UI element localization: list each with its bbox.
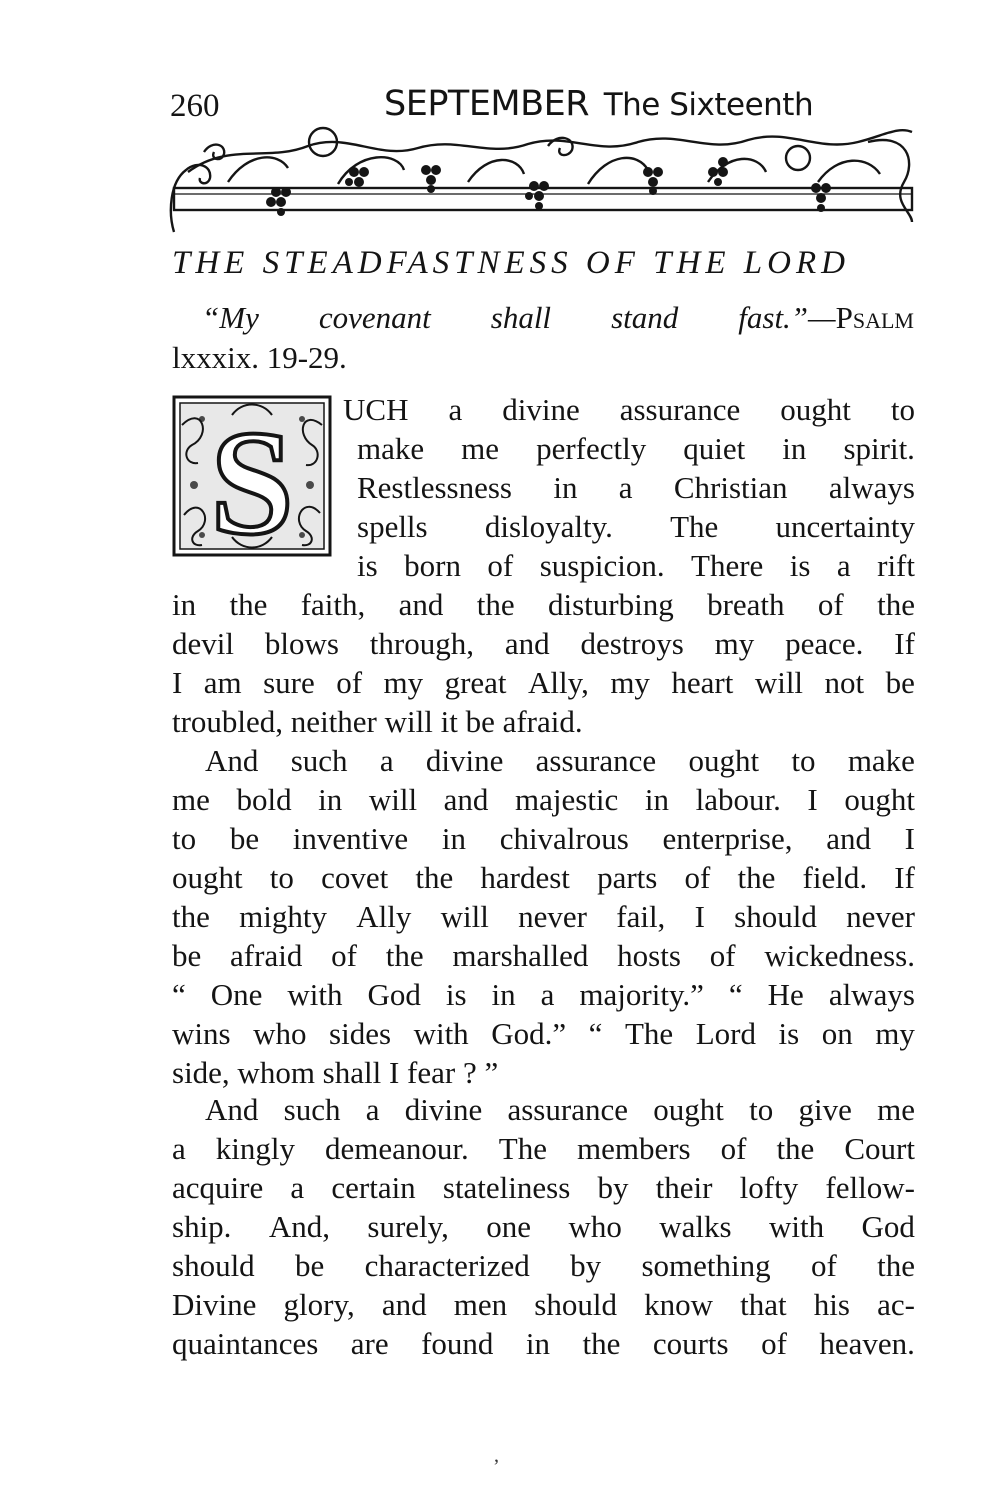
word: hardest — [480, 860, 570, 895]
word: in — [644, 782, 670, 817]
word: divine — [404, 1092, 483, 1127]
text-line — [172, 1207, 915, 1247]
word: always — [828, 470, 915, 505]
word: men — [453, 1287, 508, 1322]
epigraph-word: stand — [611, 300, 679, 335]
word: Christian — [673, 470, 788, 505]
text-line — [172, 858, 915, 898]
word: hosts — [617, 938, 681, 973]
word: a — [540, 977, 555, 1012]
word: in — [172, 587, 197, 622]
word: the — [229, 587, 268, 622]
word: that — [740, 1287, 787, 1322]
word: I — [172, 665, 183, 700]
text-line — [172, 1129, 915, 1169]
word: be — [295, 1248, 325, 1283]
word: a — [365, 1092, 380, 1127]
word: my — [714, 626, 755, 661]
word: He — [767, 977, 804, 1012]
word: marshalled — [452, 938, 589, 973]
word: wickedness. — [764, 938, 915, 973]
word: is — [789, 548, 811, 583]
word: something — [641, 1248, 771, 1283]
word: faith, — [300, 587, 366, 622]
word: spirit. — [843, 431, 915, 466]
word: characterized — [364, 1248, 530, 1283]
text-line — [343, 390, 915, 430]
word: afraid — [230, 938, 303, 973]
word: ac- — [877, 1287, 915, 1322]
word: acquire — [172, 1170, 264, 1205]
word: should — [534, 1287, 617, 1322]
text-line — [172, 897, 915, 937]
text-line — [357, 546, 915, 586]
word: with — [287, 977, 343, 1012]
page-title: THE STEADFASTNESS OF THE LORD — [172, 245, 850, 281]
epigraph-reference: lxxxix. 19-29. — [172, 340, 347, 375]
word: bold — [236, 782, 292, 817]
word: his — [813, 1287, 850, 1322]
word: Ally, — [528, 665, 589, 700]
word: Court — [844, 1131, 915, 1166]
word: who — [568, 1209, 622, 1244]
word: heart — [671, 665, 734, 700]
word: is — [778, 1016, 800, 1051]
word: born — [404, 548, 461, 583]
word: the — [172, 899, 210, 934]
word: are — [350, 1326, 389, 1361]
word: surely, — [367, 1209, 449, 1244]
word: And — [205, 1092, 259, 1127]
word: If — [894, 626, 915, 661]
epigraph-attribution — [738, 298, 914, 338]
word: the — [776, 1131, 815, 1166]
word: the — [737, 860, 776, 895]
word: Divine — [172, 1287, 257, 1322]
word: a — [448, 392, 463, 427]
word: parts — [597, 860, 658, 895]
word: “ — [588, 1016, 603, 1051]
word: rift — [877, 548, 915, 583]
word: by — [570, 1248, 602, 1283]
word: “ — [728, 977, 743, 1012]
word: kingly — [215, 1131, 295, 1166]
word: breath — [707, 587, 785, 622]
word: I — [694, 899, 705, 934]
text-line — [172, 819, 915, 859]
text-line — [172, 585, 915, 625]
word: me — [877, 1092, 915, 1127]
word: walks — [659, 1209, 732, 1244]
text-line — [172, 1246, 915, 1286]
word: should — [734, 899, 817, 934]
word: Ally — [356, 899, 412, 934]
word: sides — [329, 1016, 392, 1051]
text-line — [172, 624, 915, 664]
word: blows — [264, 626, 339, 661]
word: suspicion. — [539, 548, 665, 583]
word: demeanour. — [325, 1131, 469, 1166]
word: One — [210, 977, 263, 1012]
word: I — [807, 782, 818, 817]
word: such — [283, 1092, 341, 1127]
word: be — [885, 665, 915, 700]
word: The — [670, 509, 719, 544]
text-line — [357, 468, 915, 508]
word: the — [385, 938, 424, 973]
word: field. — [802, 860, 868, 895]
word: ought — [653, 1092, 724, 1127]
word: to — [269, 860, 294, 895]
word: will — [754, 665, 804, 700]
word: There — [691, 548, 764, 583]
word: fellow- — [825, 1170, 915, 1205]
word: one — [486, 1209, 532, 1244]
text-line — [172, 1324, 915, 1364]
text-line — [172, 1014, 915, 1054]
epigraph-word: shall — [490, 300, 552, 335]
word: If — [894, 860, 915, 895]
word: to — [172, 821, 197, 856]
printer-mark: ʼ — [493, 1456, 500, 1478]
word: my — [875, 1016, 915, 1051]
word: to — [791, 743, 816, 778]
word: members — [576, 1131, 691, 1166]
word: mighty — [239, 899, 327, 934]
word: and — [443, 782, 489, 817]
word: labour. — [695, 782, 781, 817]
word: disturbing — [548, 587, 674, 622]
word: Lord — [695, 1016, 756, 1051]
word: me — [172, 782, 210, 817]
text-line — [172, 975, 915, 1015]
text-line — [172, 936, 915, 976]
word: in — [782, 431, 807, 466]
word: on — [821, 1016, 853, 1051]
word: a — [618, 470, 633, 505]
word: know — [644, 1287, 713, 1322]
text-line — [357, 507, 915, 547]
word: never — [846, 899, 915, 934]
word: the — [476, 587, 515, 622]
word: peace. — [785, 626, 864, 661]
word: a — [836, 548, 851, 583]
word: ought — [780, 392, 851, 427]
word: of — [336, 665, 363, 700]
word: is — [445, 977, 467, 1012]
word: divine — [502, 392, 580, 427]
word: give — [798, 1092, 852, 1127]
word: covet — [321, 860, 389, 895]
word: assurance — [507, 1092, 628, 1127]
page-number: 260 — [170, 88, 220, 124]
word: Restlessness — [357, 470, 512, 505]
word: and — [826, 821, 871, 856]
word: assurance — [619, 392, 741, 427]
word: always — [828, 977, 915, 1012]
running-head-month: SEPTEMBER — [384, 84, 590, 124]
word: disloyalty. — [484, 509, 613, 544]
text-line — [172, 1285, 915, 1325]
word: should — [172, 1248, 255, 1283]
word: am — [203, 665, 242, 700]
epigraph-word: “My — [202, 300, 259, 335]
word: never — [518, 899, 587, 934]
word: a — [290, 1170, 305, 1205]
word: majority.” — [579, 977, 704, 1012]
text-line — [205, 1090, 915, 1130]
word: such — [290, 743, 348, 778]
text-line: troubled, neither will it be afraid. — [172, 704, 583, 739]
word: and — [398, 587, 444, 622]
word: certain — [331, 1170, 416, 1205]
word: devil — [172, 626, 234, 661]
word: of — [709, 938, 736, 973]
word: ought — [844, 782, 915, 817]
word: “ — [172, 977, 186, 1012]
epigraph-word: covenant — [318, 300, 431, 335]
epigraph-source: Psalm — [835, 300, 914, 335]
word: perfectly — [536, 431, 647, 466]
word: God.” — [491, 1016, 567, 1051]
word: by — [597, 1170, 629, 1205]
word: chivalrous — [499, 821, 629, 856]
word: their — [655, 1170, 713, 1205]
word: with — [413, 1016, 469, 1051]
word: be — [172, 938, 202, 973]
word: the — [582, 1326, 621, 1361]
text-line: side, whom shall I fear ? ” — [172, 1055, 499, 1090]
word: of — [331, 938, 357, 973]
text-line — [172, 780, 915, 820]
grapevine-ornament — [168, 122, 920, 234]
text-line — [205, 741, 915, 781]
word: my — [610, 665, 650, 700]
word: uncertainty — [775, 509, 915, 544]
word: the — [877, 587, 915, 622]
word: to — [890, 392, 915, 427]
word: will — [440, 899, 489, 934]
word: the — [877, 1248, 915, 1283]
word: divine — [425, 743, 504, 778]
word: of — [720, 1131, 747, 1166]
epigraph-quote-line — [172, 298, 914, 338]
word: The — [498, 1131, 547, 1166]
epigraph-word: fast.”— — [738, 300, 836, 335]
word: fail, — [616, 899, 666, 934]
word: in — [491, 977, 516, 1012]
word: not — [824, 665, 865, 700]
word: and — [381, 1287, 427, 1322]
word: the — [415, 860, 454, 895]
word: make — [847, 743, 915, 778]
word: of — [684, 860, 711, 895]
drop-cap-illumination — [172, 395, 332, 557]
word: quiet — [683, 431, 746, 466]
word: UCH — [343, 392, 409, 427]
word: with — [769, 1209, 825, 1244]
word: stateliness — [442, 1170, 571, 1205]
word: a — [379, 743, 394, 778]
text-line — [172, 663, 915, 703]
word: God — [367, 977, 421, 1012]
word: a — [172, 1131, 186, 1166]
word: destroys — [580, 626, 684, 661]
text-line — [172, 1168, 915, 1208]
word: heaven. — [819, 1326, 915, 1361]
word: wins — [172, 1016, 231, 1051]
word: enterprise, — [662, 821, 793, 856]
word: assurance — [535, 743, 657, 778]
word: sure — [263, 665, 315, 700]
word: who — [253, 1016, 307, 1051]
word: ought — [172, 860, 243, 895]
drop-cap-letter: S — [210, 400, 294, 557]
word: inventive — [292, 821, 409, 856]
word: majestic — [515, 782, 619, 817]
word: through, — [369, 626, 474, 661]
word: of — [761, 1326, 787, 1361]
word: me — [461, 431, 500, 466]
word: And, — [268, 1209, 330, 1244]
word: lofty — [739, 1170, 799, 1205]
word: God — [861, 1209, 915, 1244]
word: found — [421, 1326, 494, 1361]
word: in — [441, 821, 466, 856]
word: is — [357, 548, 378, 583]
word: glory, — [283, 1287, 355, 1322]
text-line — [357, 429, 915, 469]
word: And — [205, 743, 259, 778]
word: to — [749, 1092, 774, 1127]
word: my — [383, 665, 424, 700]
epigraph — [172, 298, 914, 378]
word: of — [817, 587, 844, 622]
word: ship. — [172, 1209, 232, 1244]
word: quaintances — [172, 1326, 319, 1361]
word: in — [318, 782, 343, 817]
word: of — [810, 1248, 837, 1283]
word: I — [904, 821, 915, 856]
word: of — [487, 548, 514, 583]
running-head — [384, 84, 813, 124]
word: in — [525, 1326, 551, 1361]
word: in — [553, 470, 578, 505]
word: be — [229, 821, 260, 856]
word: courts — [652, 1326, 729, 1361]
word: ought — [688, 743, 760, 778]
running-head-day: The Sixteenth — [603, 87, 814, 123]
word: and — [504, 626, 550, 661]
word: spells — [357, 509, 428, 544]
word: will — [368, 782, 418, 817]
word: The — [624, 1016, 674, 1051]
word: make — [357, 431, 425, 466]
word: great — [444, 665, 507, 700]
